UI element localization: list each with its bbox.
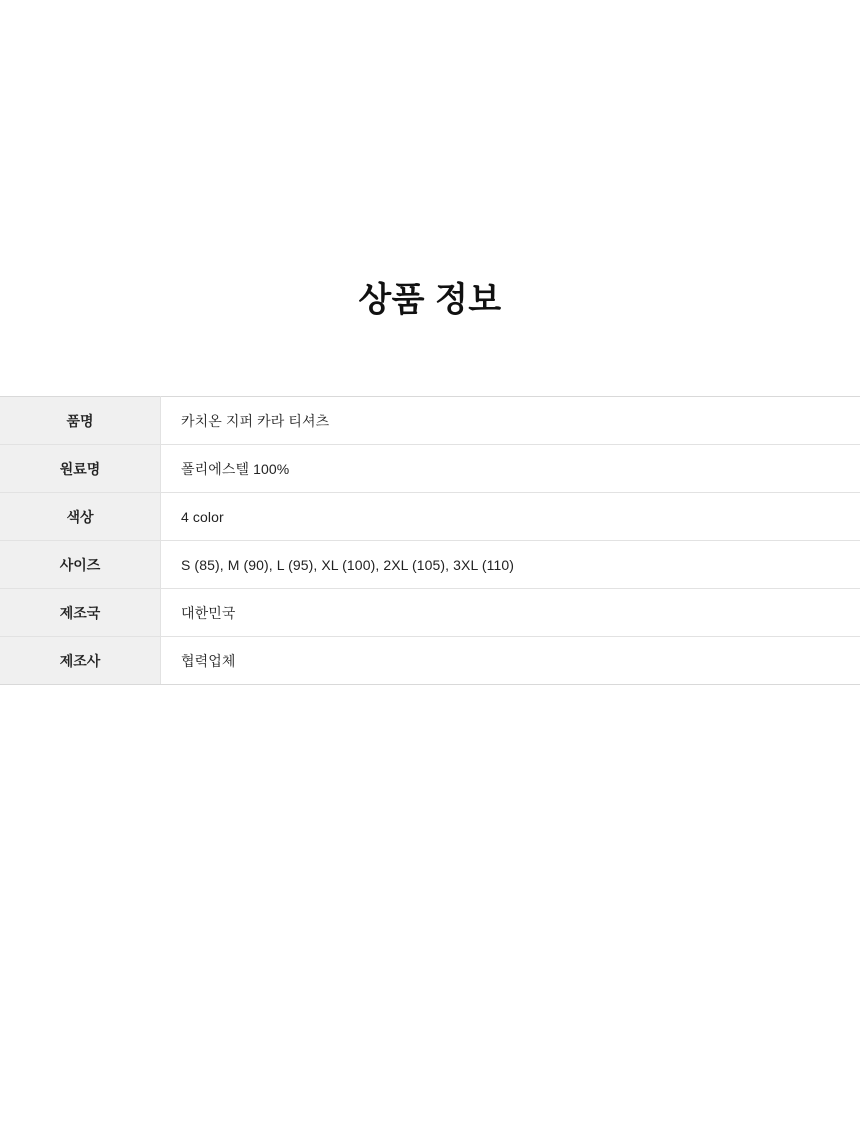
row-label: 제조국 bbox=[0, 589, 161, 637]
row-label: 사이즈 bbox=[0, 541, 161, 589]
product-info-table-wrapper bbox=[0, 396, 860, 685]
row-label: 품명 bbox=[0, 397, 161, 445]
row-value: 카치온 지퍼 카라 티셔츠 bbox=[161, 397, 860, 445]
table-row bbox=[0, 493, 860, 541]
page-title-block bbox=[0, 280, 860, 321]
table-row bbox=[0, 397, 860, 445]
row-value: 협력업체 bbox=[161, 637, 860, 685]
table-row bbox=[0, 589, 860, 637]
table-row bbox=[0, 445, 860, 493]
row-label: 색상 bbox=[0, 493, 161, 541]
row-value: 4 color bbox=[161, 493, 860, 541]
row-value: 폴리에스텔 100% bbox=[161, 445, 860, 493]
product-info-table bbox=[0, 396, 860, 685]
row-label: 제조사 bbox=[0, 637, 161, 685]
row-value: S (85), M (90), L (95), XL (100), 2XL (105), 3XL (110) bbox=[161, 541, 860, 589]
row-value: 대한민국 bbox=[161, 589, 860, 637]
table-row bbox=[0, 637, 860, 685]
table-row bbox=[0, 541, 860, 589]
page-title: 상품 정보 bbox=[358, 281, 502, 319]
row-label: 원료명 bbox=[0, 445, 161, 493]
